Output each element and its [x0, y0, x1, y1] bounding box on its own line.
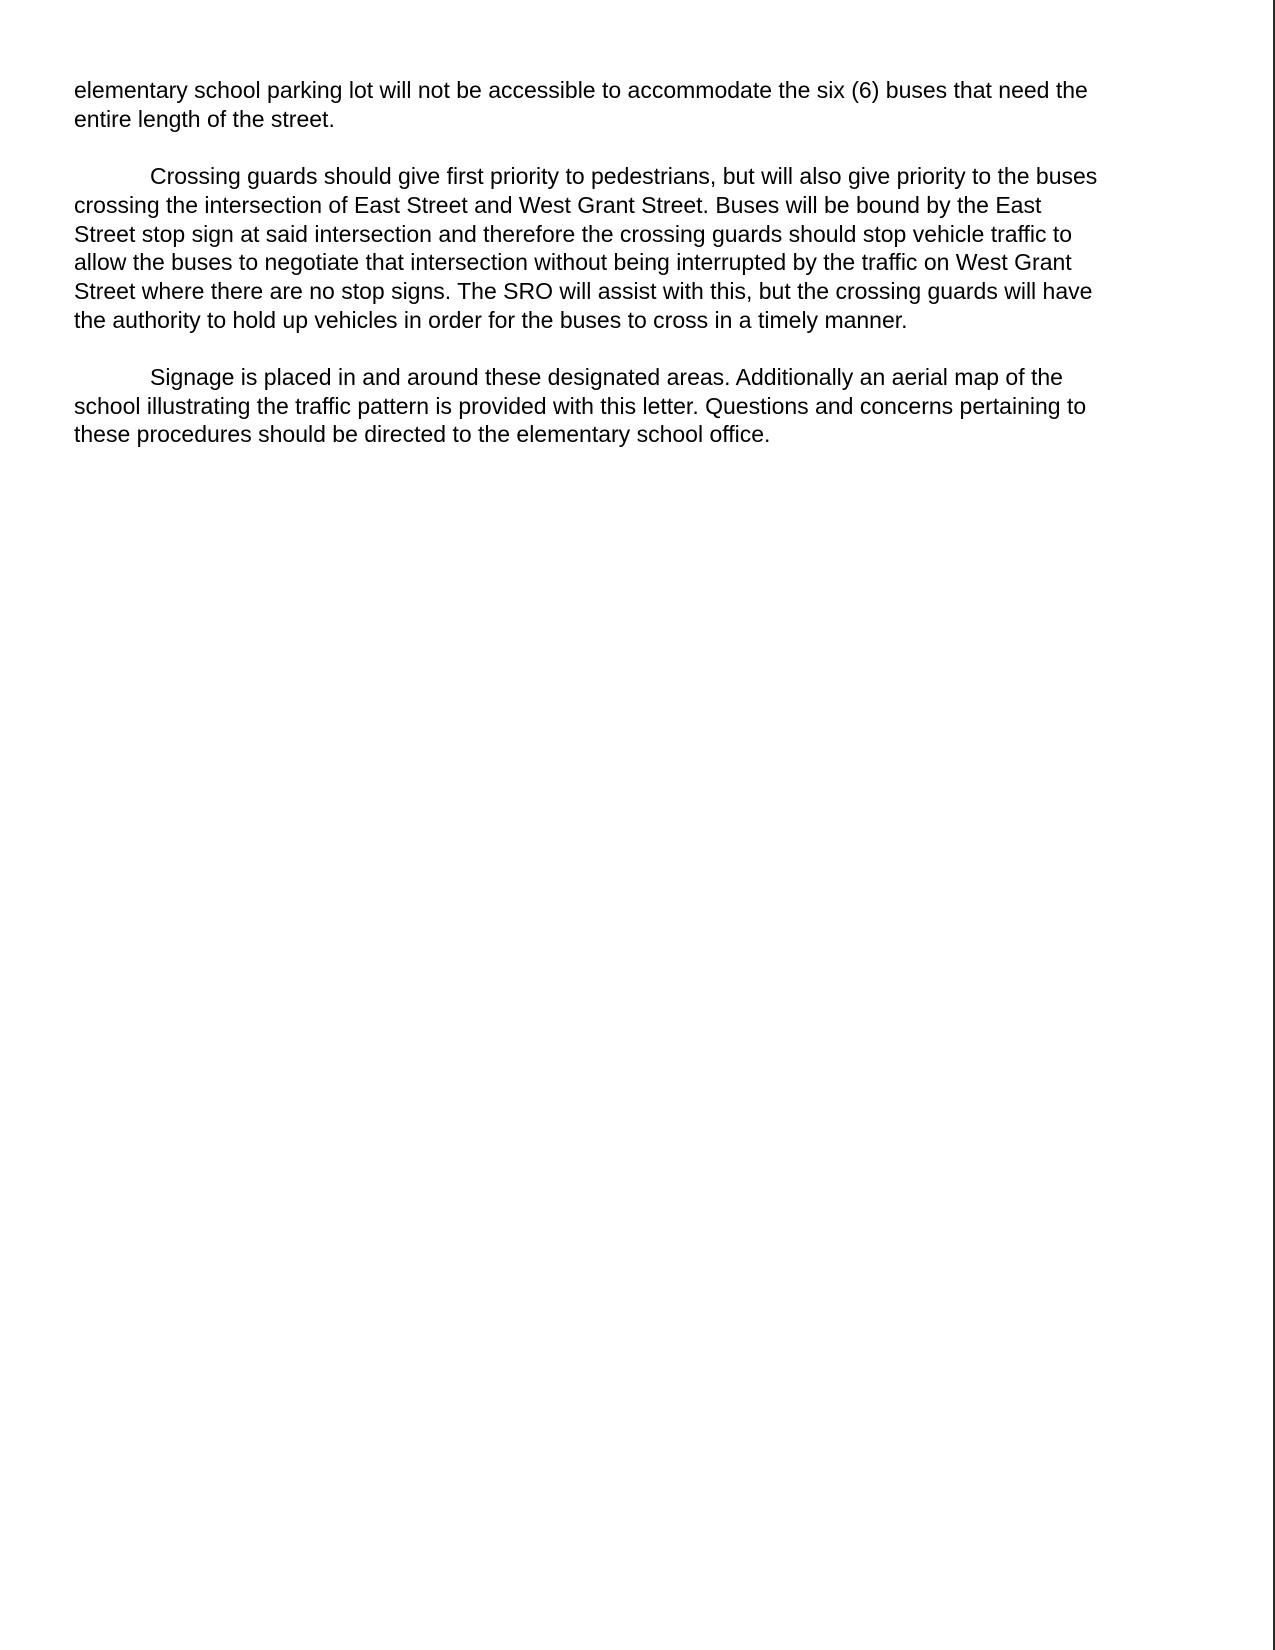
paragraph-line: elementary school parking lot will not be accessible to accommodate the six (6) buses that need the	[74, 77, 1088, 103]
document-body	[74, 76, 1194, 449]
paragraph-crossing-guards	[74, 162, 1194, 334]
paragraph-line: entire length of the street.	[74, 105, 335, 132]
paragraph-line: Crossing guards should give first priority to pedestrians, but will also give priority to the buses	[150, 163, 1098, 190]
paragraph-line: Signage is placed in and around these designated areas. Additionally an aerial map of the	[150, 364, 1063, 390]
paragraph-spacer	[74, 334, 1194, 363]
paragraph-line: school illustrating the traffic pattern is provided with this letter. Questions and concerns pertaining to	[74, 392, 1087, 419]
paragraph-line: Street stop sign at said intersection and therefore the crossing guards should stop vehicle traffic to	[74, 220, 1073, 247]
paragraph-line: the authority to hold up vehicles in order for the buses to cross in a timely manner.	[74, 306, 908, 333]
paragraph-spacer	[74, 133, 1194, 162]
paragraph-signage	[74, 363, 1194, 449]
paragraph-line: Street where there are no stop signs. The SRO will assist with this, but the crossing guards will have	[74, 277, 1093, 304]
paragraph-line: crossing the intersection of East Street and West Grant Street. Buses will be bound by the East	[74, 191, 1042, 218]
paragraph-bus-parking	[74, 76, 1194, 133]
paragraph-line: these procedures should be directed to the elementary school office.	[74, 421, 771, 448]
paragraph-line: allow the buses to negotiate that intersection without being interrupted by the traffic on West Grant	[74, 249, 1072, 276]
